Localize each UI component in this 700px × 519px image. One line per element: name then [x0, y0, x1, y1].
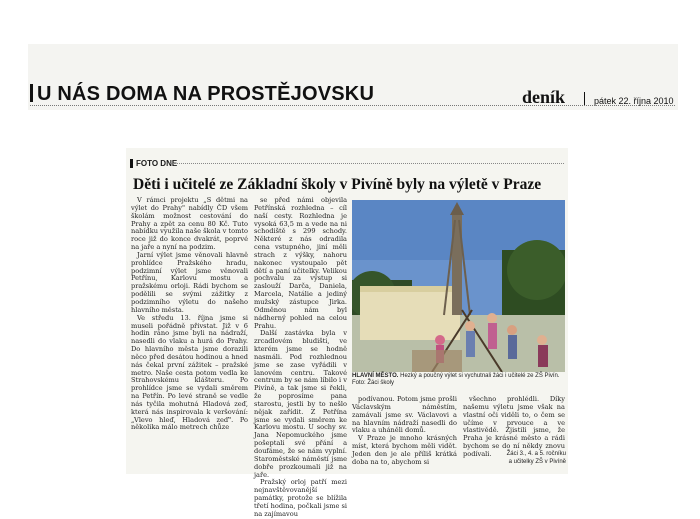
paragraph: Ve středu 13. října jsme si museli pořádně přivstat. Již v 6 hodin ráno jsme byli na nádraží, nasedli do vlaku a hurá do Prahy. Do hlavního města jsme dorazili něco před desátou hodinou a hned nás čekal první zážitek – pražské metro. Naše cesta potom vedla ke Strahovskému klášteru. Po prohlídce jsme se vydali směrem na Petřín. Po levé straně se vedle nás tyčila mohutná Hladová zeď, která nás inspirovala k veršování: „Vlevo hleď, Hladová zeď". Po několika málo metrech chůze [131, 313, 248, 432]
credit-line-1: Žáci 3., 4. a 5. ročníku [506, 451, 566, 457]
paragraph: Pražský orloj patří mezi nejnavštěvovanější památky, protože se blížila třetí hodina, počkali jsme si na zajímavou [254, 478, 347, 518]
paragraph: se před námi objevila Petřínská rozhledna – cíl naší cesty. Rozhledna je vysoká 63,5 m a vede na ni schodiště s 299 schody. Některé z nás odradila cena vstupného, jiní měli strach z výšky, nahoru nakonec vystoupalo pět dětí a paní učitelky. Velikou pochvalu za výstup si zaslouží Darča, Daniela, Marcela, Natálie a jediný mužský zástupce Jirka. Odměnou nám byl nádherný pohled na celou Prahu. [254, 196, 347, 330]
article-photo [352, 200, 565, 372]
credit-line-2: a učitelky ZŠ v Pivíně [508, 458, 566, 465]
masthead-accent-bar [30, 84, 33, 102]
paragraph: V rámci projektu „S dětmi na výlet do Prahy" nabídly ČD všem školám možnost cestování do Prahy a zpět za cenu 80 Kč. Tuto nabídku využila naše škola v tomto roce již do konce dvakrát, poprvé na jaře a nyní na podzim. [131, 196, 248, 252]
paragraph: V Praze je mnoho krásných míst, která bychom měli vidět. Jeden den je ale příliš krátká doba na to, abychom si [352, 434, 457, 466]
paragraph: podívanou. Potom jsme prošli Václavským náměstím, zamávali jsme sv. Václavovi a na hlavním nádraží nasedli do vlaku a uháněli domů. [352, 395, 457, 435]
brand-divider [584, 92, 585, 106]
article-column-3 [352, 396, 457, 467]
article-kicker: FOTO DNE [130, 159, 177, 168]
caption-text: Hezký a poučný výlet si vychutnali žáci i učitelé ze ZŠ Pivín. Foto: Žáci školy [352, 373, 560, 386]
caption-lead: HLAVNÍ MĚSTO. [352, 373, 399, 379]
kicker-rule [170, 163, 564, 164]
paragraph: Další zastávka byla v zrcadlovém bludišti, ve kterém jsme se hodně nasmáli. Pod rozhlednou jsme se zase vyřádili v lanovém centru. Takové centrum by se nám líbilo i v Pivíně, a tak jsme si řekli, že poprosíme pana starostu, jestli by to nešlo nějak zařídit. Z Petřína jsme se vydali směrem ke Karlovu mostu. U sochy sv. Jana Nepomuckého jsme pošeptali své přání a doufáme, že se nám vyplní. Staroměstské náměstí jsme dobře prozkoumali již na jaře. [254, 329, 347, 479]
brand-logo: deník [522, 87, 566, 107]
section-title: U NÁS DOMA NA PROSTĚJOVSKU [37, 83, 375, 105]
article-headline: Děti i učitelé ze Základní školy v Pivíně byly na výletě v Praze [133, 176, 542, 193]
issue-date: pátek 22. října 2010 [594, 96, 674, 106]
article-credit [500, 451, 566, 466]
masthead-rule [30, 105, 675, 106]
article-column-2 [254, 197, 347, 519]
article-column-1 [131, 197, 248, 432]
article-column-4 [463, 396, 565, 459]
paragraph: všechno prohlédli. Díky našemu výletu jsme však na vlastní oči viděli to, o čem se učíme v prvouce a ve vlastivědě. Zjistili jsme, že Praha je krásné město a rádi bychom se do ní někdy znovu podívali. [463, 395, 565, 458]
photo-caption [352, 373, 565, 387]
paragraph: Jarní výlet jsme věnovali hlavně prohlídce Pražského hradu, podzimní výlet jsme věnovali Petřínu, Karlovu mostu a pražskému orloji. Rádi bychom se podělili se svými zážitky z podzimního výletu do našeho hlavního města. [131, 250, 248, 314]
